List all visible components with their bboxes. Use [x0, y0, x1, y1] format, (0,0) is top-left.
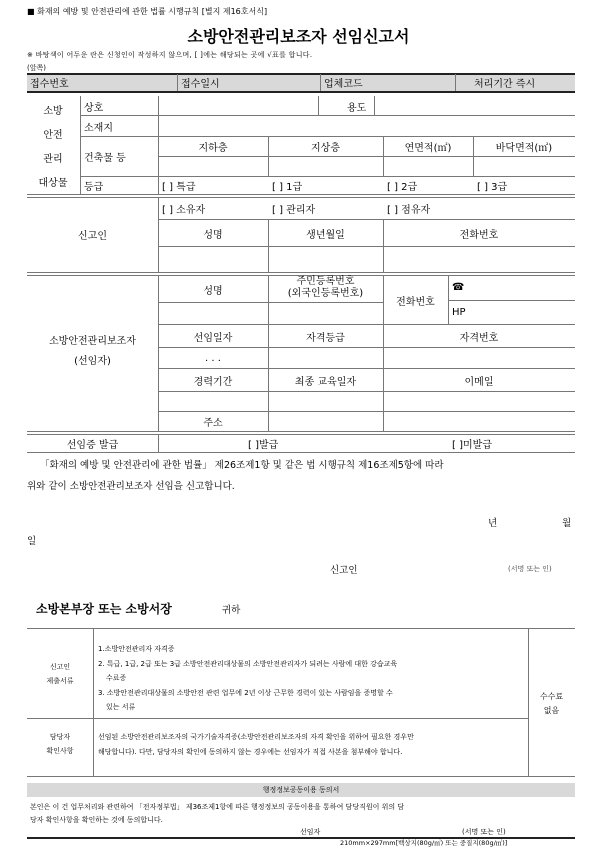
mobile-label: HP	[452, 306, 466, 318]
document-item-1: 1.소방안전관리자 자격증	[98, 645, 175, 653]
consent-signer-label: 선임자	[300, 828, 321, 836]
reporter-name-field[interactable]	[160, 248, 266, 270]
recipient-name: 소방본부장 또는 소방서장	[36, 602, 172, 616]
document-item-3: 3. 소방안전관리대상물의 소방안전 관련 업무에 2년 이상 근무한 경력이 있는 사람임을 증명할 수	[98, 688, 393, 697]
reporter-name-label: 성명	[203, 229, 223, 241]
address-field[interactable]	[160, 117, 572, 134]
processing-period-label: 처리기간 즉시	[474, 79, 536, 90]
appoint-date-label: 선임일자	[193, 332, 233, 344]
fee-label: 수수료 없음	[539, 692, 564, 715]
page-side: (앞쪽)	[27, 64, 46, 72]
submit-documents-list	[98, 642, 397, 715]
paper-spec: 210mm×297mm[백상지(80g/㎡) 또는 중질지(80g/㎡)]	[340, 839, 508, 847]
assistant-section-label: 소방안전관리보조자 (선임자)	[49, 336, 136, 367]
reporter-phone-field[interactable]	[385, 248, 573, 270]
email-label: 이메일	[464, 376, 494, 388]
company-code-label: 업체코드	[324, 79, 363, 90]
assistant-address-field[interactable]	[270, 413, 573, 429]
telephone-field[interactable]	[468, 278, 572, 296]
consent-sign-note[interactable]: (서명 또는 인)	[462, 828, 506, 836]
certificate-label: 선임증 발급	[66, 439, 119, 451]
grade-special-checkbox[interactable]: [ ] 특급	[162, 182, 196, 193]
mobile-field[interactable]	[468, 303, 572, 321]
floor-area-label: 연면적(㎡)	[404, 143, 452, 154]
law-reference: ■ 화재의 예방 및 안전관리에 관한 법률 시행규칙 [별지 제16호서식]	[27, 7, 268, 16]
use-label: 용도	[347, 102, 367, 114]
appoint-date-field[interactable]: . . .	[205, 352, 221, 364]
basement-label: 지하층	[198, 143, 228, 154]
grade-3-checkbox[interactable]: [ ] 3급	[477, 182, 508, 193]
assistant-name-field[interactable]	[160, 304, 266, 322]
building-label: 건축물 등	[84, 152, 126, 164]
last-education-label: 최종 교육일자	[294, 376, 357, 388]
year-label: 년	[488, 518, 498, 529]
grade-label: 등급	[84, 182, 104, 193]
business-name-field[interactable]	[160, 98, 315, 113]
owner-checkbox[interactable]: [ ] 소유자	[162, 204, 206, 216]
email-field[interactable]	[385, 393, 573, 409]
last-education-field[interactable]	[270, 393, 381, 409]
reporter-phone-label: 전화번호	[459, 229, 499, 241]
occupant-checkbox[interactable]: [ ] 점유자	[387, 204, 431, 216]
month-label: 월	[562, 518, 572, 529]
reporter-birth-label: 생년월일	[306, 229, 345, 241]
document-item-2-cont: 수료증	[106, 674, 127, 682]
assistant-phone-label: 전화번호	[396, 296, 435, 308]
ground-field[interactable]	[270, 158, 381, 174]
use-field[interactable]	[376, 98, 572, 113]
receipt-number-label: 접수번호	[30, 79, 69, 90]
base-area-label: 바닥면적(㎡)	[495, 143, 553, 154]
ground-label: 지상층	[311, 143, 340, 154]
qualification-grade-label: 자격등급	[306, 332, 345, 344]
receipt-date-label: 접수일시	[181, 79, 220, 90]
document-item-3-cont: 있는 서류	[106, 703, 136, 711]
declaration-line-1: 「화재의 예방 및 안전관리에 관한 법률」 제26조제1항 및 같은 법 시행규칙 제16조제5항에 따라	[40, 460, 444, 471]
grade-1-checkbox[interactable]: [ ] 1급	[272, 182, 303, 193]
document-item-2: 2. 특급, 1급, 2급 또는 3급 소방안전관리대상물의 소방안전관리자가 되려는 사람에 대한 강습교육	[98, 659, 398, 668]
grade-2-checkbox[interactable]: [ ] 2급	[387, 182, 418, 193]
certificate-no-issue-checkbox[interactable]: [ ]미발급	[452, 439, 492, 451]
career-period-label: 경력기간	[193, 376, 233, 388]
officer-check-label: 담당자 확인사항	[46, 733, 74, 755]
base-area-field[interactable]	[475, 158, 573, 174]
qualification-number-label: 자격번호	[459, 332, 499, 344]
registration-number-field[interactable]	[270, 304, 381, 322]
qualification-number-field[interactable]	[385, 349, 573, 367]
submit-documents-label: 신고인 제출서류	[46, 663, 74, 685]
certificate-issue-checkbox[interactable]: [ ]발급	[248, 439, 279, 451]
form-note: ※ 바탕색이 어두운 란은 신청인이 작성하지 않으며, [ ]에는 해당되는 곳에 √표를 합니다.	[27, 51, 313, 59]
qualification-grade-field[interactable]	[270, 349, 381, 367]
consent-text: 본인은 이 건 업무처리와 관련하여 「전자정부법」 제36조제1항에 따른 행정정보의 공동이용을 통하여 담당직원이 위의 담 당자 확인사항을 확인하는 것에 동의합니다.	[30, 803, 405, 824]
registration-number-label: 주민등록번호 (외국인등록번호)	[287, 276, 364, 299]
business-name-label: 상호	[84, 102, 104, 114]
sign-note[interactable]: (서명 또는 인)	[508, 565, 552, 573]
signer-label: 신고인	[330, 565, 358, 576]
consent-title: 행정정보공동이용 동의서	[262, 786, 340, 794]
declaration-line-2: 위와 같이 소방안전관리보조자 선임을 신고합니다.	[27, 481, 235, 492]
day-label: 일	[27, 536, 37, 547]
assistant-name-label: 성명	[203, 285, 223, 297]
target-section-label: 소방 안전 관리 대상물	[38, 106, 68, 189]
address-label: 소재지	[84, 122, 113, 134]
assistant-address-label: 주소	[203, 418, 223, 429]
telephone-icon: ☎	[452, 281, 465, 293]
basement-field[interactable]	[160, 158, 266, 174]
officer-check-text: 선임된 소방안전관리보조자의 국가기술자격증(소방안전관리보조자의 자격 확인을 위하여 필요한 경우만 해당합니다). 다만, 담당자의 확인에 동의하지 않는 경우에는 선임자가 직접 사본을 첨부해야 합니다.	[98, 733, 414, 756]
floor-area-field[interactable]	[385, 158, 471, 174]
reporter-birth-field[interactable]	[270, 248, 381, 270]
recipient-suffix: 귀하	[222, 605, 241, 616]
form-title: 소방안전관리보조자 선임신고서	[187, 27, 410, 46]
manager-checkbox[interactable]: [ ] 관리자	[272, 204, 316, 216]
career-period-field[interactable]	[160, 393, 266, 409]
reporter-section-label: 신고인	[78, 231, 107, 242]
